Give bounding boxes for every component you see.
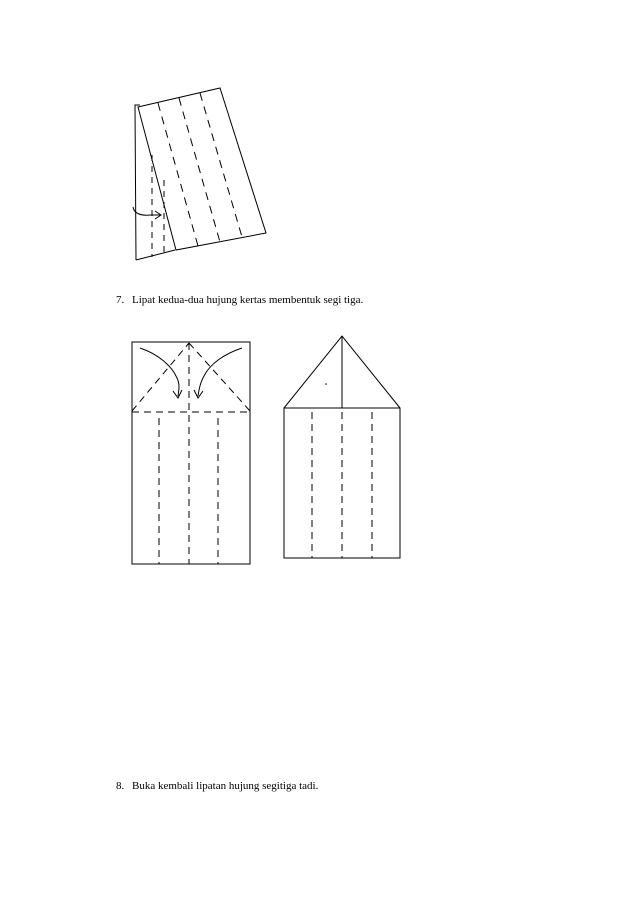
step-7 — [116, 294, 363, 307]
step-8 — [116, 780, 318, 793]
triangle-right-fold-line — [189, 343, 250, 411]
step-8-text: Buka kembali lipatan hujung segitiga tadi. — [132, 780, 319, 792]
triangle-fold-guide-diagram — [128, 338, 258, 570]
folded-triangle-result-diagram — [280, 332, 408, 564]
back-strip-bottom-edge — [136, 250, 175, 260]
front-strip-outline — [138, 88, 266, 250]
triangle-left-fold-line — [132, 343, 189, 411]
small-mark — [325, 383, 327, 385]
step-8-number: 8. — [116, 780, 125, 792]
right-fold-arrow — [198, 348, 242, 396]
front-strip-crease-2 — [179, 98, 220, 242]
left-fold-arrow-head — [173, 390, 182, 398]
step-7-number: 7. — [116, 294, 125, 306]
left-fold-arrow — [140, 348, 179, 396]
front-strip-crease-3 — [200, 93, 242, 237]
folded-paper-diagram — [120, 85, 280, 265]
step-7-text: Lipat kedua-dua hujung kertas membentuk segi tiga. — [132, 294, 364, 306]
back-strip-outline — [135, 105, 140, 260]
paper-rectangle — [132, 342, 250, 564]
